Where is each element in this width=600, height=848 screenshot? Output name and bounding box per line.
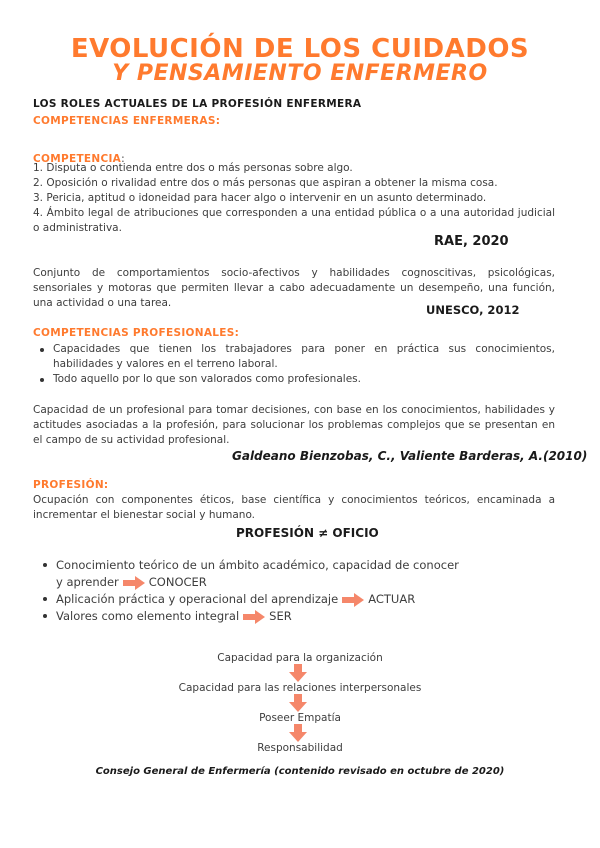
profesionales-heading: COMPETENCIAS PROFESIONALES: xyxy=(33,327,240,339)
profesion-vs-oficio: PROFESIÓN ≠ OFICIO xyxy=(236,526,379,540)
item-text: Valores como elemento integral xyxy=(56,609,240,623)
flow-step: Responsabilidad xyxy=(257,742,343,754)
list-item: Capacidades que tienen los trabajadores para poner en práctica sus conocimientos, habilidades y valores en el terreno laboral. xyxy=(33,342,555,372)
arrow-right-icon xyxy=(123,576,145,590)
result-label: SER xyxy=(269,609,292,623)
page-subtitle: Y PENSAMIENTO ENFERMERO xyxy=(112,61,488,86)
unesco-definition: Conjunto de comportamientos socio-afectivos y habilidades cognoscitivas, psicológicas, sensoriales y motoras que permiten llevar a cabo adecuadamente un desempeño, una función, una actividad o una tarea. xyxy=(33,267,555,309)
definition-item: 3. Pericia, aptitud o idoneidad para hacer algo o intervenir en un asunto determinado. xyxy=(33,192,487,204)
arrow-right-icon xyxy=(342,593,364,607)
section-heading: LOS ROLES ACTUALES DE LA PROFESIÓN ENFERMERA xyxy=(33,98,362,110)
item-text: y aprender xyxy=(56,575,119,589)
result-label: ACTUAR xyxy=(368,592,416,606)
competencias-heading: COMPETENCIAS ENFERMERAS: xyxy=(33,115,221,127)
profesion-characteristics xyxy=(36,557,459,625)
definition-item: 4. Ámbito legal de atribuciones que corresponden a una entidad pública o a una autoridad judicial o administrativa. xyxy=(33,207,555,234)
competencia-colon: : xyxy=(121,153,125,165)
competencia-definitions xyxy=(33,161,555,236)
competencia-heading: COMPETENCIA xyxy=(33,153,122,165)
flow-step: Capacidad para la organización xyxy=(217,652,383,664)
arrow-down-icon xyxy=(289,664,307,682)
citation-unesco: UNESCO, 2012 xyxy=(426,303,520,317)
arrow-down-icon xyxy=(289,694,307,712)
definition-item: 2. Oposición o rivalidad entre dos o más personas que aspiran a obtener la misma cosa. xyxy=(33,177,498,189)
list-item xyxy=(36,557,459,591)
definition-item: 1. Disputa o contienda entre dos o más personas sobre algo. xyxy=(33,162,353,174)
page-title: EVOLUCIÓN DE LOS CUIDADOS xyxy=(70,34,530,64)
flow-step: Capacidad para las relaciones interpersonales xyxy=(178,682,422,694)
arrow-down-icon xyxy=(289,724,307,742)
result-label: CONOCER xyxy=(148,575,207,589)
profesionales-paragraph: Capacidad de un profesional para tomar decisiones, con base en los conocimientos, habilidades y actitudes asociadas a la profesión, para solucionar los problemas complejos que se presentan en el campo de su actividad profesional. xyxy=(33,404,555,446)
profesionales-list xyxy=(33,342,555,387)
flow-step: Poseer Empatía xyxy=(259,712,341,724)
list-item xyxy=(36,608,459,625)
item-text: Conocimiento teórico de un ámbito académico, capacidad de conocer xyxy=(56,558,459,572)
profesion-definition: Ocupación con componentes éticos, base científica y conocimientos teóricos, encaminada a incrementar el bienestar social y humano. xyxy=(33,494,555,521)
list-item: Todo aquello por lo que son valorados como profesionales. xyxy=(33,372,555,387)
citation-rae: RAE, 2020 xyxy=(434,234,509,249)
item-text: Aplicación práctica y operacional del aprendizaje xyxy=(56,592,339,606)
profesion-heading: PROFESIÓN: xyxy=(33,479,109,491)
citation-galdeano: Galdeano Bienzobas, C., Valiente Barderas, A.(2010) xyxy=(232,449,588,463)
footer-source: Consejo General de Enfermería (contenido revisado en octubre de 2020) xyxy=(95,766,505,777)
arrow-right-icon xyxy=(243,610,265,624)
list-item xyxy=(36,591,459,608)
